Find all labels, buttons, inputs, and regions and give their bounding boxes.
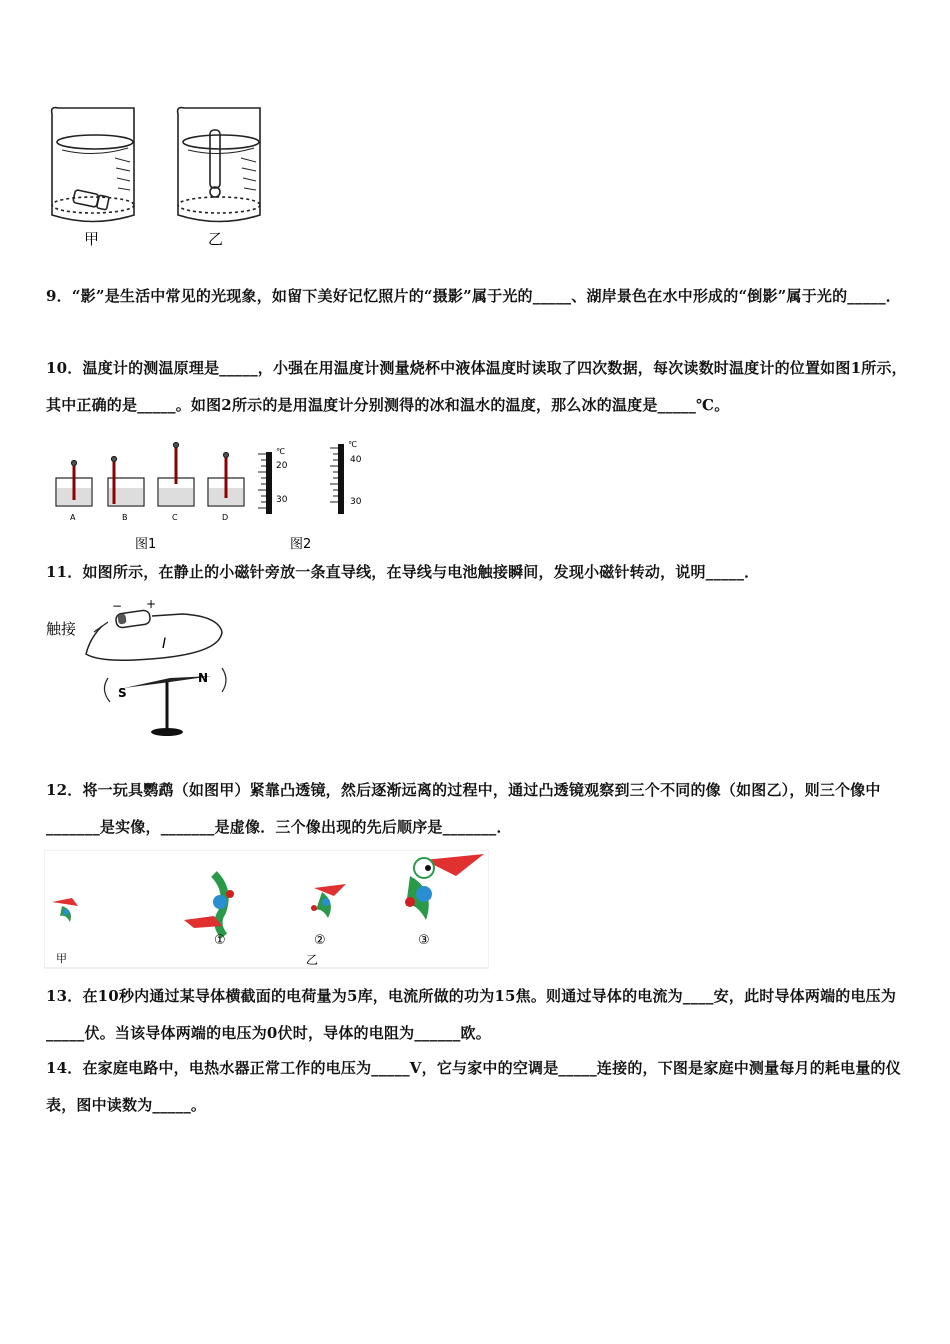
question-14: 14．在家庭电路中，电热水器正常工作的电压为_____V，它与家中的空调是_____连接的，下图是家庭中测量每月的耗电量的仪表，图中读数为_____。 [46, 1059, 901, 1114]
question-12: 12．将一玩具鹦鹉（如图甲）紧靠凸透镜，然后逐渐远离的过程中，通过凸透镜观察到三个不同的像（如图乙），则三个像中_______是实像，_______是虚像．三个像出现的先后顺序是_______． [46, 781, 881, 836]
label-touch: 触接 [46, 620, 77, 638]
label-jia: 甲 [84, 230, 100, 248]
label-south: S [118, 686, 127, 700]
question-10: 10．温度计的测温原理是_____，小强在用温度计测量烧杯中液体温度时读取了四次数据，每次读数时温度计的位置如图1所示，其中正确的是_____。如图2所示的是用温度计分别测得的冰和温水的温度，那么冰的温度是_____℃。 [46, 359, 907, 414]
beaker-yi [178, 108, 260, 222]
scale2-tick-40: 40 [350, 455, 362, 465]
label-img-1: ① [214, 933, 226, 948]
parrot-figure [44, 850, 489, 970]
beaker-a [56, 461, 92, 507]
question-13: 13．在10秒内通过某导体横截面的电荷量为5库，电流所做的功为15焦。则通过导体的电流为____安，此时导体两端的电压为_____伏。当该导体两端的电压为0伏时，导体的电阻为______欧。 [46, 987, 897, 1042]
label-current: I [162, 636, 167, 652]
thermometer-figure [50, 438, 380, 554]
thermometer-scale-1 [258, 447, 288, 514]
beaker-c [158, 443, 194, 507]
label-a: A [70, 513, 76, 522]
beaker-figure [40, 100, 280, 255]
beaker-d [208, 453, 244, 507]
magnet-figure [42, 598, 242, 746]
thermometer-scale-2 [330, 440, 362, 514]
beaker-b [108, 457, 144, 507]
label-b: B [122, 513, 128, 522]
question-9: 9．“影”是生活中常见的光现象，如留下美好记忆照片的“摄影”属于光的_____、湖岸景色在水中形成的“倒影”属于光的_____． [46, 287, 902, 305]
label-parrot-yi: 乙 [306, 953, 319, 967]
scale2-tick-30: 30 [350, 497, 362, 507]
label-plus: + [146, 598, 157, 611]
beakers-row [56, 443, 244, 507]
scale1-tick-20: 20 [276, 461, 288, 471]
scale1-tick-30: 30 [276, 495, 288, 505]
wire-loop [86, 614, 222, 660]
label-c: C [172, 513, 178, 522]
question-11: 11．如图所示，在静止的小磁针旁放一条直导线，在导线与电池触接瞬间，发现小磁针转动，说明_____． [46, 563, 760, 581]
label-yi: 乙 [208, 230, 224, 248]
label-parrot-jia: 甲 [56, 952, 67, 965]
scale1-unit: ℃ [276, 447, 285, 456]
beaker-jia [52, 108, 134, 222]
compass-needle [124, 676, 212, 736]
label-d: D [222, 513, 229, 522]
label-north: N [198, 671, 209, 685]
label-img-3: ③ [418, 933, 430, 948]
label-img-2: ② [314, 933, 326, 948]
caption-fig1: 图1 [135, 537, 157, 552]
caption-fig2: 图2 [290, 537, 312, 552]
label-minus: − [112, 599, 123, 613]
scale2-unit: ℃ [348, 440, 357, 449]
